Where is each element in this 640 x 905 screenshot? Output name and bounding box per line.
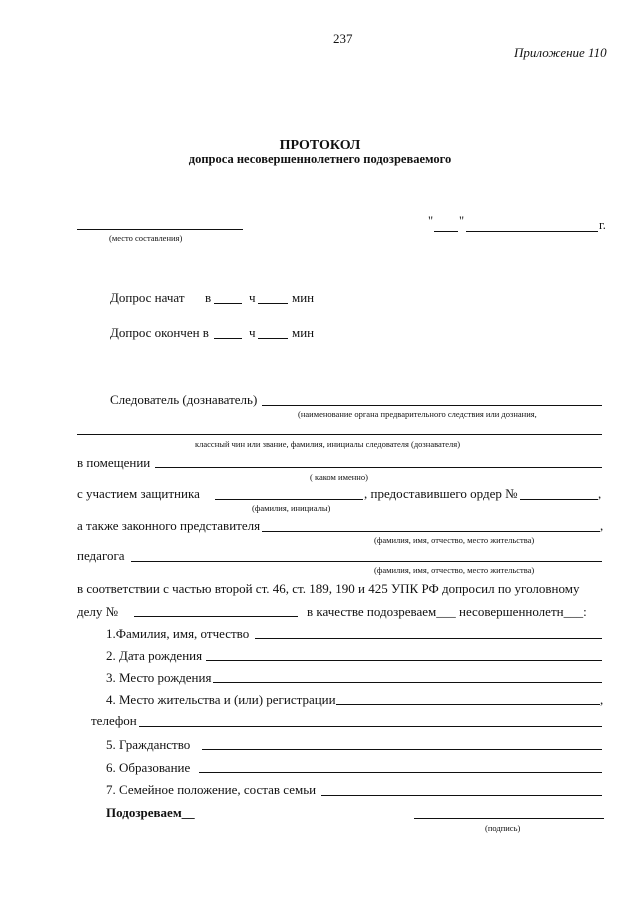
investigator-caption-1: (наименование органа предварительного следствия или дознания,	[298, 409, 537, 419]
signature-field[interactable]	[414, 818, 604, 819]
date-day-field[interactable]	[434, 231, 458, 232]
residence-end-comma: ,	[600, 692, 604, 707]
document-title: ПРОТОКОЛ	[279, 138, 361, 153]
date-close-quote: "	[459, 214, 465, 228]
investigator-label: Следователь (дознаватель)	[110, 392, 258, 407]
phone-label: телефон	[91, 713, 137, 728]
representative-field[interactable]	[262, 531, 600, 532]
appendix-label: Приложение 110	[514, 45, 607, 60]
place-field[interactable]	[77, 229, 243, 230]
citizenship-field[interactable]	[202, 749, 602, 750]
investigator-field-2[interactable]	[77, 434, 602, 435]
teacher-caption: (фамилия, имя, отчество, место жительства)	[374, 565, 535, 575]
defender-name-field[interactable]	[215, 499, 363, 500]
full-name-field[interactable]	[255, 638, 602, 639]
defender-order-label: , предоставившего ордер №	[364, 486, 518, 501]
started-hours-field[interactable]	[214, 303, 242, 304]
premises-field[interactable]	[155, 467, 602, 468]
ended-label: Допрос окончен в	[110, 325, 209, 340]
case-number-label: делу №	[77, 604, 119, 619]
phone-field[interactable]	[139, 726, 602, 727]
started-label: Допрос начат	[110, 290, 185, 305]
birth-date-field[interactable]	[206, 660, 602, 661]
date-open-quote: "	[428, 214, 434, 228]
started-minutes-field[interactable]	[258, 303, 288, 304]
started-in: в	[205, 290, 212, 305]
started-hours-label: ч	[249, 290, 256, 305]
representative-caption: (фамилия, имя, отчество, место жительства)	[374, 535, 535, 545]
citizenship-label: 5. Гражданство	[106, 737, 191, 752]
signature-caption: (подпись)	[485, 823, 521, 833]
education-field[interactable]	[199, 772, 602, 773]
education-label: 6. Образование	[106, 760, 191, 775]
defender-order-field[interactable]	[520, 499, 598, 500]
place-caption: (место составления)	[109, 233, 183, 243]
investigator-caption-2: классный чин или звание, фамилия, инициалы следователя (дознавателя)	[195, 439, 461, 449]
started-minutes-label: мин	[292, 290, 315, 305]
birth-date-label: 2. Дата рождения	[106, 648, 203, 663]
family-status-label: 7. Семейное положение, состав семьи	[106, 782, 317, 797]
premises-caption: ( каком именно)	[310, 472, 368, 482]
residence-field[interactable]	[336, 704, 600, 705]
full-name-label: 1.Фамилия, имя, отчество	[106, 626, 250, 641]
teacher-field[interactable]	[131, 561, 602, 562]
birth-place-field[interactable]	[213, 682, 602, 683]
ended-minutes-field[interactable]	[258, 338, 288, 339]
defender-label: с участием защитника	[77, 486, 200, 501]
year-suffix: г.	[599, 218, 606, 232]
family-status-field[interactable]	[321, 795, 602, 796]
legal-basis-text: в соответствии с частью второй ст. 46, ст. 189, 190 и 425 УПК РФ допросил по уголовному	[77, 581, 580, 596]
ended-hours-label: ч	[249, 325, 256, 340]
case-number-field[interactable]	[134, 616, 298, 617]
residence-label: 4. Место жительства и (или) регистрации	[106, 692, 336, 707]
capacity-text: в качестве подозреваем___ несовершеннолетн___:	[307, 604, 587, 619]
birth-place-label: 3. Место рождения	[106, 670, 212, 685]
defender-end-comma: ,	[598, 486, 602, 501]
premises-label: в помещении	[77, 455, 151, 470]
investigator-field[interactable]	[262, 405, 602, 406]
date-month-year-field[interactable]	[466, 231, 598, 232]
representative-end-comma: ,	[600, 518, 604, 533]
teacher-label: педагога	[77, 548, 125, 563]
representative-label: а также законного представителя	[77, 518, 261, 533]
ended-hours-field[interactable]	[214, 338, 242, 339]
page-number: 237	[333, 31, 353, 46]
defender-caption: (фамилия, инициалы)	[252, 503, 331, 513]
suspect-signature-label: Подозреваем__	[106, 805, 195, 820]
document-subtitle: допроса несовершеннолетнего подозреваемого	[188, 152, 452, 166]
ended-minutes-label: мин	[292, 325, 315, 340]
